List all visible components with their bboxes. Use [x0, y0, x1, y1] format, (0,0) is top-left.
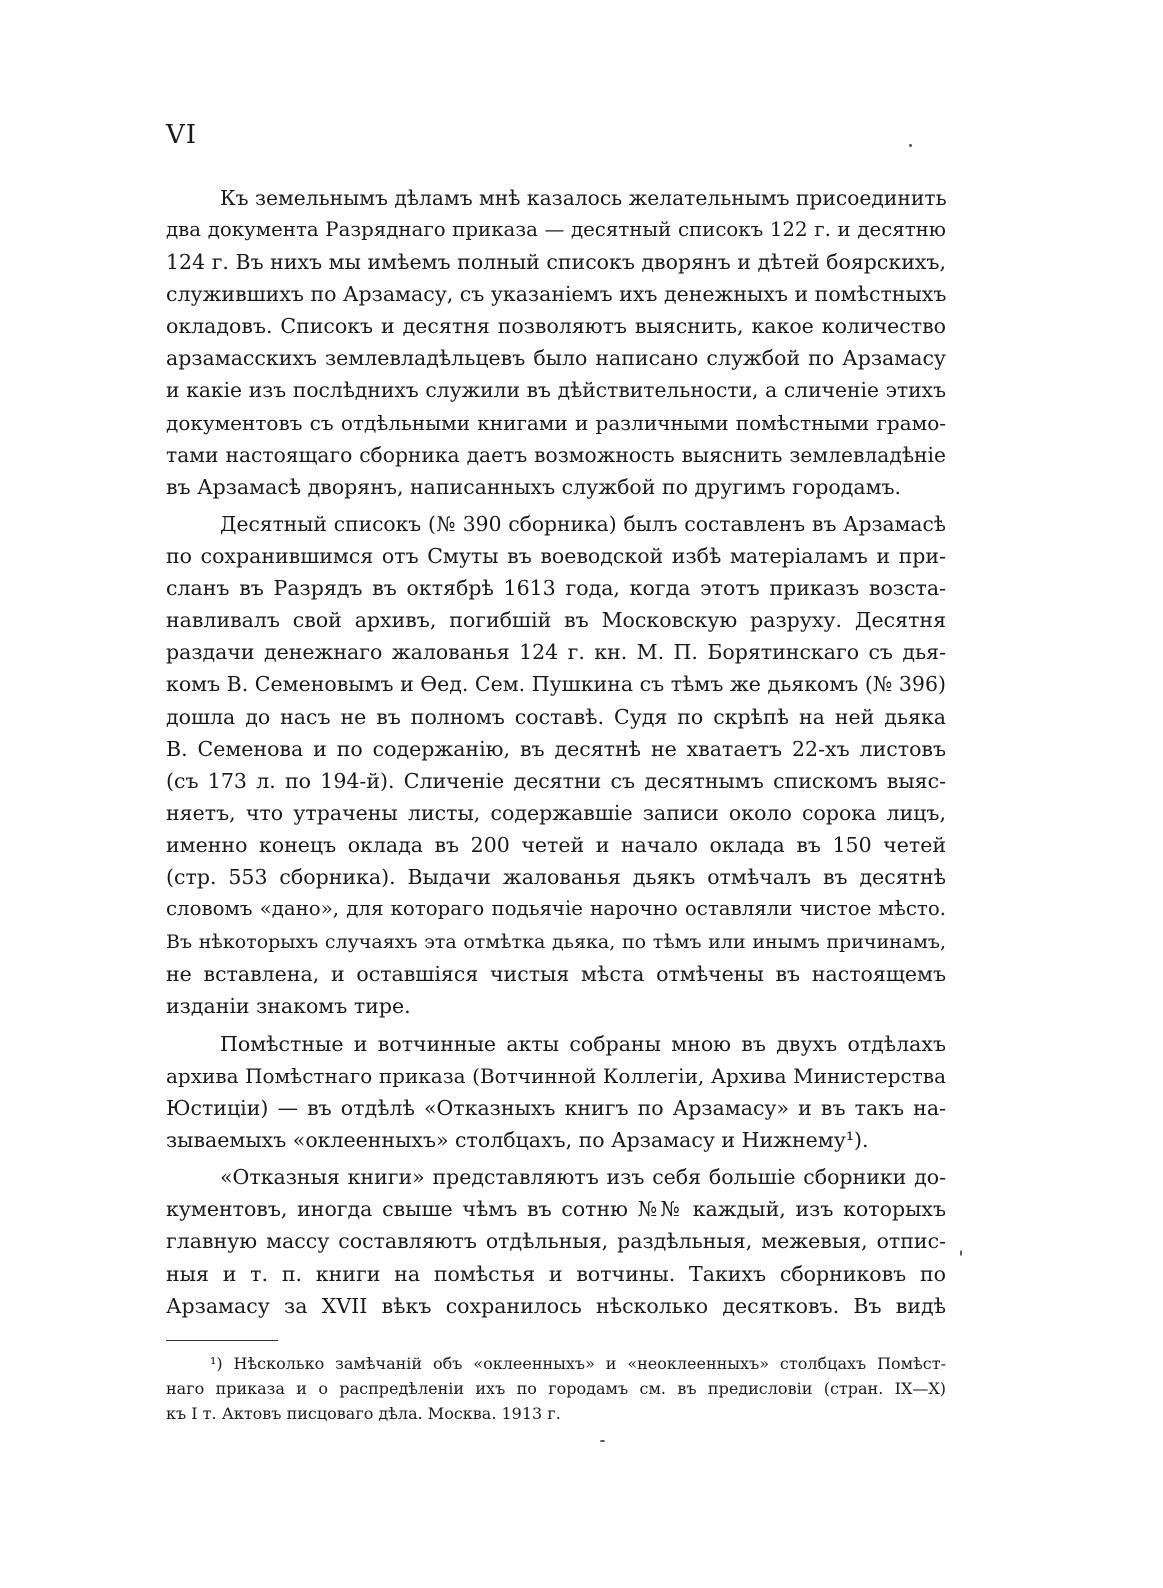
text-line: не вставлена, и оставшіяся чистыя мѣста отмѣчены въ настоящемъ — [166, 962, 946, 986]
text-line: Въ нѣкоторыхъ случаяхъ эта отмѣтка дьяка, по тѣмъ или инымъ причинамъ, — [166, 931, 946, 953]
footnote-separator — [166, 1340, 278, 1341]
text-line: изданіи знакомъ тире. — [166, 994, 411, 1018]
text-line: В. Семенова и по содержанію, въ десятнѣ не хватаетъ 22-хъ листовъ — [166, 737, 946, 761]
text-line: тами настоящаго сборника даетъ возможность выяснить землевладѣніе — [166, 443, 946, 467]
text-line: окладовъ. Списокъ и десятня позволяютъ выяснить, какое количество — [166, 314, 946, 338]
footnote-line: наго приказа и о распредѣленіи ихъ по городамъ см. въ предисловіи (стран. IX—X) — [166, 1379, 946, 1398]
text-line: зываемыхъ «оклеенныхъ» столбцахъ, по Арзамасу и Нижнему¹). — [166, 1128, 869, 1152]
text-line: навливалъ свой архивъ, погибшій въ Московскую разруху. Десятня — [166, 608, 946, 632]
footnote-line: къ I т. Актовъ писцоваго дѣла. Москва. 1913 г. — [166, 1404, 561, 1423]
text-line: по сохранившимся отъ Смуты въ воеводской избѣ матеріаламъ и при- — [166, 544, 946, 568]
text-line: няетъ, что утрачены листы, содержавшіе записи около сорока лицъ, — [166, 801, 946, 825]
text-line: кументовъ, иногда свыше чѣмъ въ сотню №№ каждый, изъ которыхъ — [166, 1197, 946, 1221]
text-line: раздачи денежнаго жалованья 124 г. кн. М. П. Борятинскаго съ дья- — [166, 640, 946, 664]
text-line: комъ В. Семеновымъ и Ѳед. Сем. Пушкина съ тѣмъ же дьякомъ (№ 396) — [166, 672, 946, 696]
footnote-line: ¹) Нѣсколько замѣчаній объ «оклеенныхъ» и «неоклеенныхъ» столбцахъ Помѣст- — [210, 1354, 946, 1373]
text-line: (стр. 553 сборника). Выдачи жалованья дьякъ отмѣчалъ въ десятнѣ — [166, 865, 946, 889]
text-line: арзамасскихъ землевладѣльцевъ было написано службой по Арзамасу — [166, 346, 946, 370]
scan-speck — [600, 1440, 605, 1442]
text-line: Арзамасу за XVII вѣкъ сохранилось нѣсколько десятковъ. Въ видѣ — [166, 1294, 946, 1318]
page-number: VI — [166, 120, 198, 150]
text-line: документовъ съ отдѣльными книгами и различными помѣстными грамо- — [166, 411, 946, 435]
text-line: ныя и т. п. книги на помѣстья и вотчины. Такихъ сборниковъ по — [166, 1262, 946, 1286]
text-line: дошла до насъ не въ полномъ составѣ. Судя по скрѣпѣ на ней дьяка — [166, 705, 946, 729]
text-line: и какіе изъ послѣднихъ служили въ дѣйствительности, а сличеніе этихъ — [166, 378, 946, 402]
text-line: Къ земельнымъ дѣламъ мнѣ казалось желательнымъ присоединить — [220, 186, 947, 210]
text-line: Юстиціи) — въ отдѣлѣ «Отказныхъ книгъ по Арзамасу» и въ такъ на- — [166, 1096, 946, 1120]
scan-speck — [909, 144, 912, 147]
text-line: Десятный списокъ (№ 390 сборника) былъ составленъ въ Арзамасѣ — [220, 512, 946, 536]
text-line: архива Помѣстнаго приказа (Вотчинной Коллегіи, Архива Министерства — [166, 1064, 946, 1088]
scan-speck — [960, 1250, 962, 1256]
text-line: два документа Разряднаго приказа — десятный списокъ 122 г. и десятню — [166, 218, 946, 241]
text-line: главную массу составляютъ отдѣльныя, раздѣльныя, межевыя, отпис- — [166, 1229, 946, 1253]
text-line: въ Арзамасѣ дворянъ, написанныхъ службой по другимъ городамъ. — [166, 475, 902, 499]
text-line: сланъ въ Разрядъ въ октябрѣ 1613 года, когда этотъ приказъ возста- — [166, 576, 946, 600]
text-line: 124 г. Въ нихъ мы имѣемъ полный списокъ дворянъ и дѣтей боярскихъ, — [166, 250, 946, 274]
text-line: служившихъ по Арзамасу, съ указаніемъ ихъ денежныхъ и помѣстныхъ — [166, 282, 947, 306]
text-line: словомъ «дано», для котораго подьячіе нарочно оставляли чистое мѣсто. — [166, 897, 946, 920]
text-line: (съ 173 л. по 194-й). Сличеніе десятни съ десятнымъ спискомъ выяс- — [166, 769, 946, 793]
text-line: «Отказныя книги» представляютъ изъ себя большіе сборники до- — [220, 1165, 946, 1189]
text-line: именно конецъ оклада въ 200 четей и начало оклада въ 150 четей — [166, 833, 946, 857]
text-line: Помѣстные и вотчинные акты собраны мною въ двухъ отдѣлахъ — [220, 1032, 946, 1056]
